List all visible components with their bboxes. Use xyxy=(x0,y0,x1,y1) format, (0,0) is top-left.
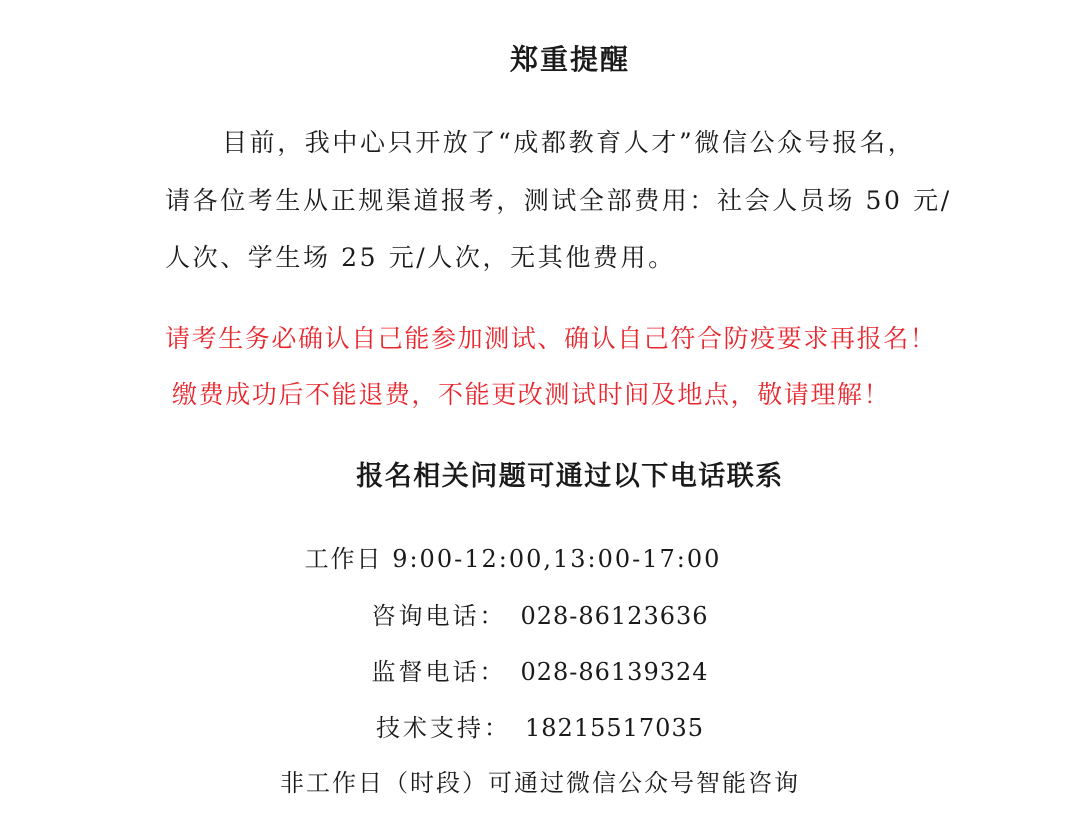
page-title: 郑重提醒 xyxy=(509,43,630,76)
supervise-phone-label: 监督电话： xyxy=(371,658,507,686)
supervise-phone-number[interactable]: 028-86139324 xyxy=(520,658,709,686)
notice-line-1: 目前，我中心只开放了“成都教育人才”微信公众号报名， xyxy=(222,128,916,157)
warning-line-1: 请考生务必确认自己能参加测试、确认自己符合防疫要求再报名！ xyxy=(165,324,937,353)
offhours-note: 非工作日（时段）可通过微信公众号智能咨询 xyxy=(280,769,800,797)
warning-line-2: 缴费成功后不能退费，不能更改测试时间及地点，敬请理解！ xyxy=(172,380,891,409)
tech-support-label: 技术支持： xyxy=(376,714,512,742)
consult-phone-row xyxy=(0,604,1080,628)
contact-heading: 报名相关问题可通过以下电话联系 xyxy=(356,461,784,492)
consult-phone-number[interactable]: 028-86123636 xyxy=(520,602,709,630)
tech-support-row xyxy=(0,716,1080,740)
notice-line-2: 请各位考生从正规渠道报考，测试全部费用：社会人员场 50 元/ xyxy=(165,186,952,215)
notice-line-3: 人次、学生场 25 元/人次，无其他费用。 xyxy=(165,243,676,272)
working-hours: 工作日 9:00-12:00,13:00-17:00 xyxy=(304,545,722,573)
consult-phone-label: 咨询电话： xyxy=(371,602,507,630)
tech-support-number[interactable]: 18215517035 xyxy=(525,714,704,742)
supervise-phone-row xyxy=(0,660,1080,684)
